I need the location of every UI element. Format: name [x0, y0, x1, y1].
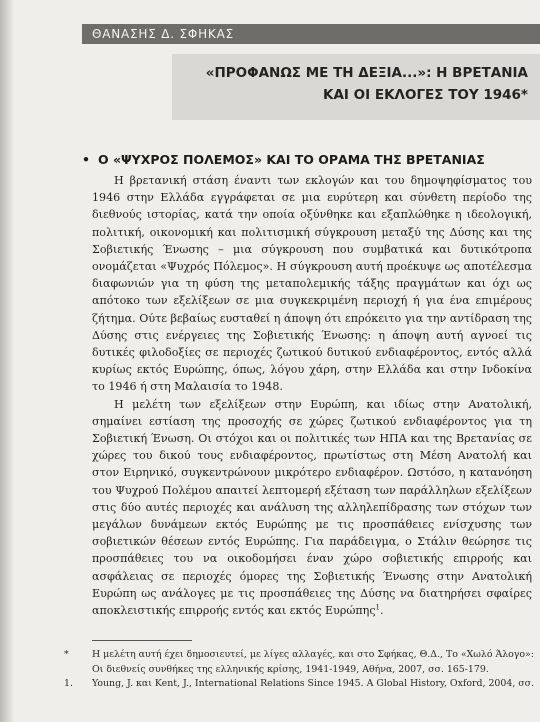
chapter-title-line-2: ΚΑΙ ΟΙ ΕΚΛΟΓΕΣ ΤΟΥ 1946* — [323, 87, 528, 103]
footnote-ref-1[interactable]: 1 — [375, 603, 381, 612]
chapter-title — [168, 62, 528, 106]
running-header-author — [82, 24, 540, 44]
binding-shadow — [0, 0, 14, 722]
footnote-1 — [64, 677, 536, 692]
footnote-star — [64, 648, 536, 677]
footnotes — [64, 648, 536, 692]
chapter-title-line-1: «ΠΡΟΦΑΝΩΣ ΜΕ ΤΗ ΔΕΞΙΑ...»: Η ΒΡΕΤΑΝΙΑ — [205, 65, 528, 81]
footnote-text: Η μελέτη αυτή έχει δημοσιευτεί, με λίγες αλλαγές, και στο Σφήκας, Θ.Δ., Το «Χωλό Άλογο»: Οι διεθνείς συνθήκες της ελληνικής κρίσης, 1941-1949, Αθήνα, 2007, σσ. 165-179. — [92, 649, 534, 675]
paragraph-1: Η βρετανική στάση έναντι των εκλογών και του δημοψηφίσματος του 1946 στην Ελλάδα εγγράφεται σε μια ευρύτερη και σύνθετη περίοδο της διεθνούς ιστορίας, κατά την οποία οξύνθηκε και εξαπλώθηκε η ιδεολογική, πολιτική, οικονομική και πολιτισμική σύγκρουση μεταξύ της Δύσης και της Σοβιετικής Ένωσης – μια σύγκρουση που συμβατικά και δυτικότροπα ονομάζεται «Ψυχρός Πόλεμος». Η σύγκρουση αυτή προέκυψε ως αποτέλεσμα διαφωνιών για τη φύση της μεταπολεμικής τάξης πραγμάτων και όχι ως απότοκο των εξελίξεων σε μια συγκεκριμένη περιοχή ή για ένα επιμέρους ζήτημα. Ούτε βεβαίως ευσταθεί η άποψη ότι επρόκειτο για την αντίδραση της Δύσης στις ενέργειες της Σοβιετικής Ένωσης: η άποψη αυτή αγνοεί τις δυτικές φιλοδοξίες σε περιοχές ζωτικού δυτικού ενδιαφέροντος, εντός αλλά κυρίως εκτός Ευρώπης, όπως, λόγου χάρη, στην Ελλάδα και στην Ινδοκίνα το 1946 ή στη Μαλαισία το 1948. — [92, 174, 532, 394]
footnote-mark: 1. — [64, 678, 73, 689]
paragraph-2: Η μελέτη των εξελίξεων στην Ευρώπη, και ιδίως στην Ανατολική, σημαίνει εστίαση της προσοχής σε χώρες ζωτικού ενδιαφέροντος για τη Σοβιετική Ένωση. Οι στόχοι και οι πολιτικές των ΗΠΑ και της Βρετανίας σε χώρες του δικού τους ενδιαφέροντος, πρωτίστως στη Μέση Ανατολή και στον Ειρηνικό, συγκεντρώνουν μικρότερο ενδιαφέρον. Ωστόσο, η κατανόηση του Ψυχρού Πολέμου απαιτεί λεπτομερή εξέταση των παράλληλων εξελίξεων στις δύο αυτές περιοχές και ανάλυση της αλληλεπίδρασης των στόχων των μεγάλων δυνάμεων εκτός Ευρώπης με τις προσπάθειες ενίσχυσης των σοβιετικών θέσεων εντός Ευρώπης. Για παράδειγμα, ο Στάλιν θεώρησε τις προσπάθειες του να οικοδομήσει έναν χώρο σοβιετικής επιρροής και ασφάλειας σε περιοχές όμορες της Σοβιετικής Ένωσης στην Ανατολική Ευρώπη ως ανάλογες με τις προσπάθειες της Δύσης να διατηρήσει σφαίρες αποκλειστικής επιρροής εντός και εκτός Ευρώπης$^1$. — [92, 397, 532, 618]
body-text — [92, 172, 532, 619]
footnote-text: Young, J. και Kent, J., International Relations Since 1945. A Global History, Oxford, 2004, σσ. — [92, 678, 535, 689]
section-heading-text: Ο «ΨΥΧΡΟΣ ΠΟΛΕΜΟΣ» ΚΑΙ ΤΟ ΟΡΑΜΑ ΤΗΣ ΒΡΕΤΑΝΙΑΣ — [98, 152, 485, 167]
footnote-mark: * — [64, 649, 69, 660]
section-heading — [82, 152, 532, 167]
paragraph-2-text: Η μελέτη των εξελίξεων στην Ευρώπη, και ιδίως στην Ανατολική, σημαίνει εστίαση της προσοχής σε χώρες ζωτικού ενδιαφέροντος για τη Σοβιετική Ένωση. Οι στόχοι και οι πολιτικές των ΗΠΑ και της Βρετανίας σε χώρες του δικού τους ενδιαφέροντος, πρωτίστως στη Μέση Ανατολή και στον Ειρηνικό, συγκεντρώνουν μικρότερο ενδιαφέρον. Ωστόσο, η κατανόηση του Ψυχρού Πολέμου απαιτεί λεπτομερή εξέταση των παράλληλων εξελίξεων στις δύο αυτές περιοχές και ανάλυση της αλληλεπίδρασης των στόχων των μεγάλων δυνάμεων εκτός Ευρώπης με τις προσπάθειες ενίσχυσης των σοβιετικών θέσεων εντός Ευρώπης. Για παράδειγμα, ο Στάλιν θεώρησε τις προσπάθειες του να οικοδομήσει έναν χώρο σοβιετικής επιρροής και ασφάλειας σε περιοχές όμορες της Σοβιετικής Ένωσης στην Ανατολική Ευρώπη ως ανάλογες με τις προσπάθειες της Δύσης να διατηρήσει σφαίρες αποκλειστικής επιρροής εντός και εκτός Ευρώπης — [92, 397, 532, 618]
author-name: ΘΑΝΑΣΗΣ Δ. ΣΦΗΚΑΣ — [92, 27, 234, 41]
footnote-divider — [92, 640, 192, 641]
bullet-icon: • — [82, 152, 90, 167]
